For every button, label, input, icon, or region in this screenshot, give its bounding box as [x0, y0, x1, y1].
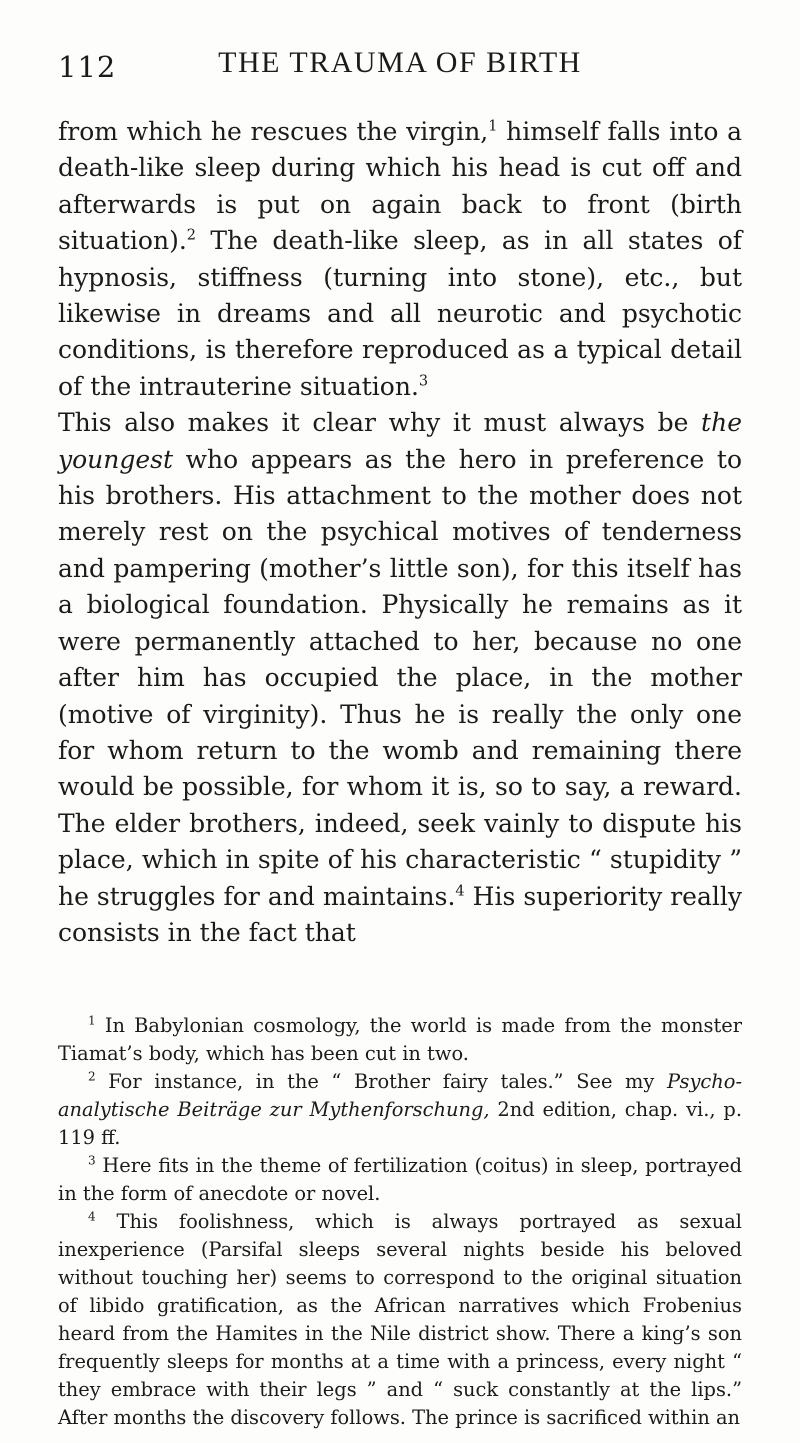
footnote-book-title: Psycho-analytische Beiträge zur Mythenforschung, — [58, 1070, 742, 1121]
paragraph-2-text-c: His superiority really consists in the fact that — [58, 881, 742, 947]
footnote-ref-4: 4 — [455, 883, 465, 900]
footnote-ref-3: 3 — [418, 373, 429, 390]
footnote-text: For instance, in the “ Brother fairy tales.” See my — [95, 1070, 667, 1093]
page-number: 112 — [58, 50, 117, 84]
footnote-3 — [58, 1152, 742, 1208]
running-title: THE TRAUMA OF BIRTH — [218, 46, 582, 79]
paragraph-2-emphasis: the youngest — [58, 408, 742, 474]
page-header — [58, 44, 742, 94]
footnote-1 — [58, 1012, 742, 1068]
footnote-number: 4 — [88, 1209, 96, 1224]
footnote-text: In Babylonian cosmology, the world is made from the monster Tiamat’s body, which has been cut in two. — [58, 1014, 742, 1065]
paragraph-2-text-b: who appears as the hero in preference to his brothers. His attachment to the mother does not merely rest on the psychical motives of tenderness and pampering (mother’s little son), for this itself has a biological foundation. Physically he remains as it were permanently attached to her, because no one after him has occupied the place, in the mother (motive of virginity). Thus he is really the only one for whom return to the womb and remaining there would be possible, for whom it is, so to say, a reward. The elder brothers, indeed, seek vainly to dispute his place, which in spite of his characteristic “ stupidity ” he struggles for and maintains. — [58, 444, 742, 911]
footnote-ref-1: 1 — [488, 118, 498, 135]
footnote-number: 1 — [88, 1013, 96, 1028]
paragraph-1-text-c: The death-like sleep, as in all states of hypnosis, stiffness (turning into stone), etc., but likewise in dreams and all neurotic and psychotic conditions, is therefore reproduced as a typical detail of the intrauterine situation. — [58, 226, 742, 401]
paragraph-2 — [58, 405, 742, 951]
footnote-text: 2nd edition, chap. vi., p. 119 ff. — [58, 1098, 742, 1149]
footnote-2 — [58, 1068, 742, 1152]
footnote-4 — [58, 1208, 742, 1432]
paragraph-1-text-a: from which he rescues the virgin, — [58, 117, 489, 146]
footnotes — [58, 1012, 742, 1432]
paragraph-1 — [58, 114, 742, 405]
footnote-text: This foolishness, which is always portrayed as sexual inexperience (Parsifal sleeps several nights beside his beloved without touching her) seems to correspond to the original situation of libido gratification, as the African narratives which Frobenius heard from the Hamites in the Nile district show. There a king’s son frequently sleeps for months at a time with a princess, every night “ they embrace with their legs ” and “ suck constantly at the lips.” After months the discovery follows. The prince is sacrificed within an — [58, 1210, 742, 1429]
paragraph-1-text-b: himself falls into a death-like sleep during which his head is cut off and afterwards is put on again back to front (birth situation). — [58, 117, 742, 256]
main-text — [58, 114, 742, 951]
footnote-number: 3 — [88, 1153, 96, 1168]
footnote-text: Here fits in the theme of fertilization (coitus) in sleep, portrayed in the form of anecdote or novel. — [58, 1154, 742, 1205]
paragraph-2-text-a: This also makes it clear why it must always be — [58, 408, 702, 438]
footnote-number: 2 — [88, 1069, 96, 1084]
footnote-ref-2: 2 — [186, 227, 197, 244]
